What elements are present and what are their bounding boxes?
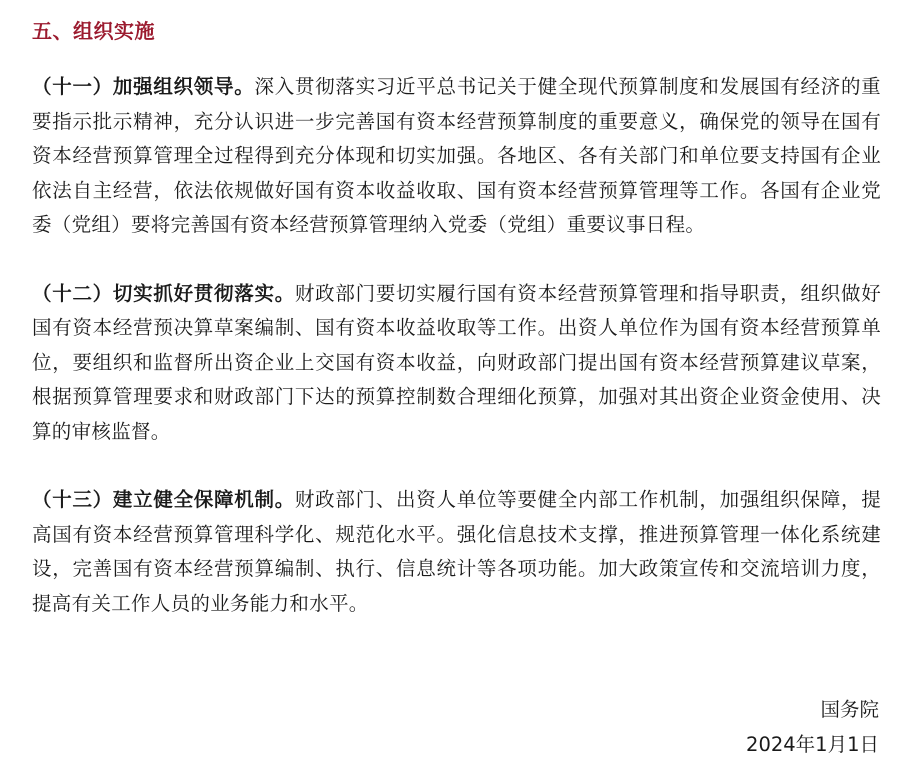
paragraph-lead: （十三）建立健全保障机制。 (32, 488, 295, 511)
paragraph-body: 财政部门、出资人单位等要健全内部工作机制，加强组织保障，提高国有资本经营预算管理科学化、规范化水平。强化信息技术支撑，推进预算管理一体化系统建设，完善国有资本经营预算编制、执行、信息统计等各项功能。加大政策宣传和交流培训力度，提高有关工作人员的业务能力和水平。 (32, 488, 881, 615)
signature-date: 2024年1月1日 (746, 733, 879, 756)
paragraph-lead: （十一）加强组织领导。 (32, 75, 255, 98)
signature-organization: 国务院 (820, 698, 879, 721)
paragraph-lead: （十二）切实抓好贯彻落实。 (32, 281, 295, 305)
paragraph-safeguard-mechanism (32, 483, 881, 621)
paragraph-body: 深入贯彻落实习近平总书记关于健全现代预算制度和发展国有经济的重要指示批示精神，充分认识进一步完善国有资本经营预算制度的重要意义，确保党的领导在国有资本经营预算管理全过程得到充分体现和切实加强。各地区、各有关部门和单位要支持国有企业依法自主经营，依法依规做好国有资本收益收取、国有资本经营预算管理等工作。各国有企业党委（党组）要将完善国有资本经营预算管理纳入党委（党组）重要议事日程。 (32, 75, 881, 236)
section-heading: 五、组织实施 (32, 19, 155, 43)
paragraph-body: 财政部门要切实履行国有资本经营预算管理和指导职责，组织做好国有资本经营预决算草案编制、国有资本收益收取等工作。出资人单位作为国有资本经营预算单位，要组织和监督所出资企业上交国有资本收益，向财政部门提出国有资本经营预算建议草案，根据预算管理要求和财政部门下达的预算控制数合理细化预算，加强对其出资企业资金使用、决算的审核监督。 (32, 281, 881, 443)
paragraph-implementation (32, 277, 881, 450)
paragraph-strengthen-leadership (32, 70, 881, 243)
